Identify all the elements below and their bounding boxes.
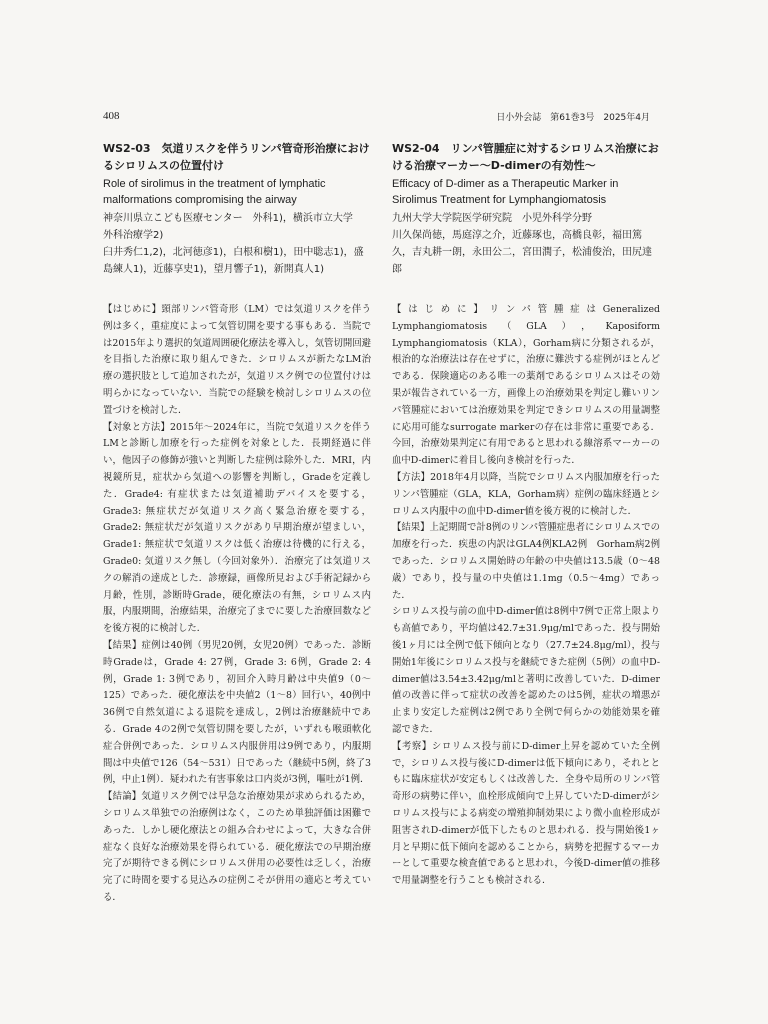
abstract-ws2-03-body	[103, 302, 371, 907]
paragraph-text: 気道リスク例では早急な治療効果が求められるため，シロリムス単独での治療例はなく，このため単独評価は困難であった．しかし硬化療法との組み合わせによって，大きな合併症なく良好な治療効果を得られている．硬化療法での早期治療完了が期待できる例にシロリムス併用の必要性は乏しく，治療完了に時間を要する見込みの症例こそが併用の適応と考えている．	[103, 791, 371, 903]
abstract-authors: 川久保尚徳，馬庭淳之介，近藤琢也，高橋良彰，福田篤久，吉丸耕一朗，永田公二，宮田潤子，松浦俊治，田尻達郎	[392, 230, 652, 275]
abstract-title: WS2-04 リンパ管腫症に対するシロリムス治療における治療マーカー〜D-dimerの有効性〜	[392, 142, 659, 172]
paragraph-text: 上記期間で計8例のリンパ管腫症患者にシロリムスでの加療を行った．疾患の内訳はGLA4例KLA2例 Gorham病2例であった．シロリムス開始時の年齢の中央値は13.5歳（0〜48歳）であり，投与量の中央値は1.1mg（0.5〜4mg）であった．	[392, 522, 660, 601]
paragraph-text: リンパ管腫症はGeneralized Lymphangiomatosis（GLA），Kaposiform Lymphangiomatosis（KLA），Gorham病に分類されるが，根治的な治療法は存在せずに，治療に難渋する症例がほとんどである．保険適応のある唯一の薬剤であるシロリムスはその効果が報告されている一方，画像上の治療効果を判定し難いリンパ管腫症においては治療効果を判定できシロリムスの用量調整に応用可能なsurrogate markerの存在は非常に重要である．今回，治療効果判定に有用であると思われる線溶系マーカーの血中D-dimerに着目し後向き検討を行った．	[392, 304, 660, 467]
section-label: 【結論】	[103, 791, 142, 803]
section-label: 【考察】	[392, 740, 432, 752]
section-label: 【方法】	[392, 471, 431, 483]
page-number: 408	[103, 110, 120, 122]
paragraph	[103, 789, 371, 907]
paragraph	[103, 302, 371, 420]
paragraph-text: 頸部リンパ管奇形（LM）では気道リスクを伴う例は多く，重症度によって気管切開を要する事もある．当院では2015年より選択的気道周囲硬化療法を導入し，気管切開回避を目指した治療に取り組んできた．シロリムスが新たなLM治療の選択肢として追加されたが，気道リスク例での位置付けは明らかになっていない．当院での経験を検討しシロリムスの位置づけを検討した．	[103, 304, 371, 416]
paragraph	[103, 638, 371, 789]
paragraph	[392, 520, 660, 604]
abstract-ws2-04-body	[392, 302, 660, 890]
paragraph-text: 2015年〜2024年に，当院で気道リスクを伴うLMと診断し加療を行った症例を対象とした．長期経過に伴い，他因子の修飾が強いと判断した症例は除外した．MRI，内視鏡所見，症状から気道への影響を判断し，Gradeを定義した．Grade4: 有症状または気道補助デバイスを要する，Grade3: 無症状だが気道リスク高く緊急治療を要する，Grade2: 無症状だが気道リスクがあり早期治療が望ましい，Grade1: 無症状で気道リスクは低く治療は待機的に行える，Grade0: 気道リスク無し（今回対象外）．治療完了は気道リスクの解消の達成とした．診療録，画像所見および手術記録から月齢，性別，診断時Grade，硬化療法の有無，シロリムス内服，内服期間，治療結果，治療完了までに要した治療回数などを後方視的に検討した．	[103, 421, 371, 635]
paragraph-text: 2018年4月以降，当院でシロリムス内服加療を行ったリンパ管腫症（GLA，KLA，Gorham病）症例の臨床経過とシロリムス内服中の血中D-dimer値を後方視的に検討した．	[392, 471, 660, 517]
section-label: 【結果】	[103, 639, 142, 651]
abstract-title-english: Role of sirolimus in the treatment of lymphatic malformations compromising the airway	[103, 178, 326, 206]
abstract-title: WS2-03 気道リスクを伴うリンパ管奇形治療におけるシロリムスの位置付け	[103, 142, 370, 172]
abstract-ws2-04-header	[392, 140, 660, 278]
abstract-affiliation: 九州大学大学院医学研究院 小児外科学分野	[392, 213, 592, 224]
paragraph-text: シロリムス投与前の血中D-dimer値は8例中7例で正常上限よりも高値であり，平均値は42.7±31.9μg/mlであった．投与開始後1ヶ月には全例で低下傾向となり（27.7±24.8μg/ml），投与開始1年後にシロリムス投与を継続できた症例（5例）の血中D-dimer値は3.54±3.42μg/mlと著明に改善していた．D-dimer値の改善に伴って症状の改善を認めたのは5例，症状の増悪が止まり安定した症例は2例であり全例で何らかの効能効果を確認できた．	[392, 606, 660, 735]
section-label: 【対象と方法】	[103, 421, 171, 433]
paragraph-text: シロリムス投与前にD-dimer上昇を認めていた全例で，シロリムス投与後にD-dimerは低下傾向にあり，それとともに臨床症状が安定もしくは改善した．全身や局所のリンパ管奇形の病勢に伴い，血栓形成傾向で上昇していたD-dimerがシロリムス投与による病変の増殖抑制効果により微小血栓形成が阻害されD-dimerが低下したものと思われる．投与開始後1ヶ月と早期に低下傾向を認めることから，病勢を把握するマーカーとして重要な検査値であると思われ，今後D-dimer値の推移で用量調整を行うことも検討される．	[392, 740, 660, 887]
section-label: 【結果】	[392, 522, 430, 534]
section-label: 【はじめに】	[392, 304, 490, 315]
paragraph-text: 症例は40例（男児20例，女児20例）であった．診断時Gradeは，Grade 4: 27例，Grade 3: 6例，Grade 2: 4例，Grade 1: 3例であり，初回介入時月齢は中央値9（0〜125）であった．硬化療法を中央値2（1〜8）回行い，40例中36例で自然気道による退院を達成し，2例は治療継続中である．Grade 4の2例で気管切開を要したが，いずれも喉頭軟化症合併例であった．シロリムス内服併用は9例であり，内服期間は中央値で126（54〜531）日であった（継続中5例，終了3例，中止1例）．疑われた有害事象は口内炎が3例，嘔吐が1例．	[103, 639, 371, 786]
abstract-title-english: Efficacy of D-dimer as a Therapeutic Marker in Sirolimus Treatment for Lymphangiomatosis	[392, 178, 619, 206]
paragraph	[392, 302, 660, 470]
abstract-ws2-03-header	[103, 140, 371, 278]
paragraph	[392, 739, 660, 890]
paragraph	[103, 420, 371, 638]
paragraph	[392, 604, 660, 738]
paragraph	[392, 470, 660, 520]
section-label: 【はじめに】	[103, 304, 162, 315]
abstract-affiliation: 神奈川県立こども医療センター 外科1)，横浜市立大学 外科治療学2)	[103, 213, 363, 241]
journal-info: 日小外会誌 第61巻3号 2025年4月	[496, 113, 650, 123]
abstract-authors: 臼井秀仁1,2)，北河徳彦1)，白根和樹1)，田中聡志1)，盛島練人1)，近藤享史1)，望月響子1)，新開真人1)	[103, 247, 364, 275]
